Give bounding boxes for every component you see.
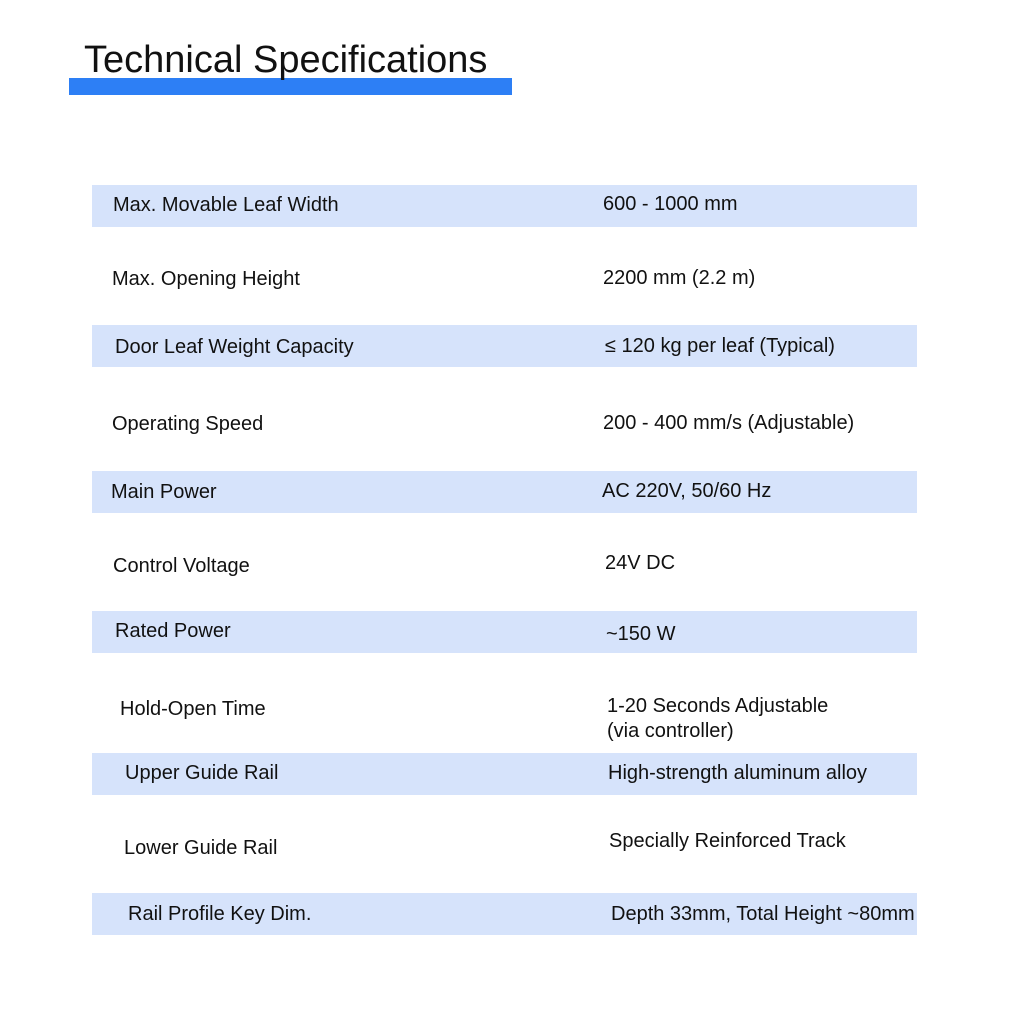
spec-label: Rail Profile Key Dim. <box>128 903 312 925</box>
spec-value: ≤ 120 kg per leaf (Typical) <box>605 335 835 357</box>
spec-value: 2200 mm (2.2 m) <box>603 267 756 289</box>
spec-value: AC 220V, 50/60 Hz <box>602 480 772 502</box>
spec-label: Max. Opening Height <box>112 268 300 290</box>
page-title: Technical Specifications <box>84 39 488 81</box>
spec-label: Upper Guide Rail <box>125 762 279 784</box>
spec-value: Depth 33mm, Total Height ~80mm <box>611 903 915 925</box>
spec-label: Rated Power <box>115 620 231 642</box>
spec-value: 200 - 400 mm/s (Adjustable) <box>603 412 855 434</box>
spec-value: 600 - 1000 mm <box>603 193 738 215</box>
spec-label: Lower Guide Rail <box>124 837 278 859</box>
spec-label: Hold-Open Time <box>120 698 266 720</box>
spec-label: Control Voltage <box>113 555 250 577</box>
spec-label: Door Leaf Weight Capacity <box>115 336 354 358</box>
spec-label: Main Power <box>111 481 217 503</box>
spec-value: 24V DC <box>605 552 676 574</box>
spec-value: Specially Reinforced Track <box>609 830 846 852</box>
spec-value: ~150 W <box>606 623 676 645</box>
spec-value-line1: 1-20 Seconds Adjustable <box>607 695 829 717</box>
spec-label: Operating Speed <box>112 413 264 435</box>
spec-value: High-strength aluminum alloy <box>608 762 868 784</box>
spec-value-line2: (via controller) <box>607 720 734 742</box>
spec-label: Max. Movable Leaf Width <box>113 194 339 216</box>
